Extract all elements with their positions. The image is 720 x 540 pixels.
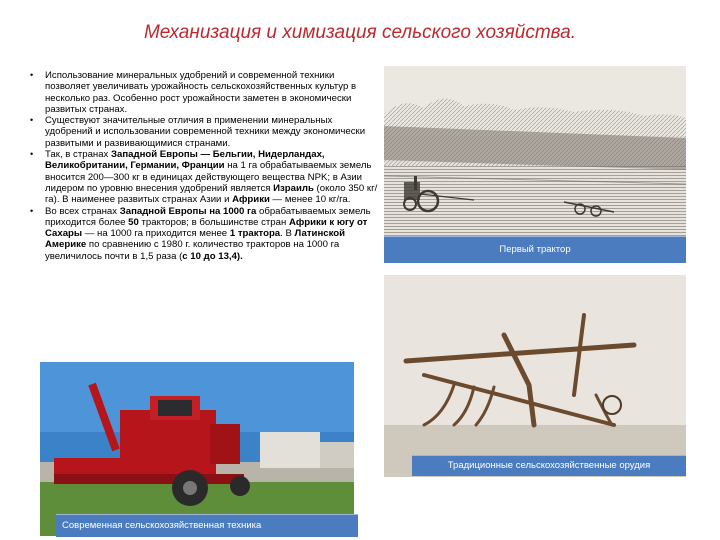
- bullet-item: • Во всех странах Западной Европы на 1000 га обрабатываемых земель приходится более 50 тракторов; в большинстве стран Африки к югу от Сахары — на 1000 га приходится менее 1 трактора. В Латинской Америке по сравнению с 1980 г. количество тракторов на 1000 га увеличилось почти в 1,5 раза (с 10 до 13,4).: [30, 206, 380, 262]
- modern-machinery-caption: Современная сельскохозяйственная техника: [56, 514, 358, 537]
- slide-title: Механизация и химизация сельского хозяйства.: [143, 22, 577, 43]
- bullet-item: • Так, в странах Западной Европы — Бельгии, Нидерландах, Великобритании, Германии, Франции на 1 га обрабатываемых земель вносится 200—300 кг в единицах действующего вещества NPK; в Азии лидером по уровню внесения удобрений является Израиль (около 350 кг/га). В наименее развитых странах Азии и Африки — менее 10 кг/га.: [30, 149, 380, 205]
- modern-machinery-image: [40, 362, 354, 536]
- bullet-list: [30, 70, 380, 262]
- traditional-tools-image: [384, 275, 686, 477]
- first-tractor-image: [384, 66, 686, 262]
- first-tractor-caption: Первый трактор: [384, 236, 686, 263]
- bullet-item: • Использование минеральных удобрений и современной техники позволяет увеличивать урожайность сельскохозяйственных культур в несколько раз. Особенно рост урожайности заметен в экономически развитых странах.: [30, 70, 380, 115]
- bullet-item: • Существуют значительные отличия в применении минеральных удобрений и использовании современной техники между экономически развитыми и развивающимися странами.: [30, 115, 380, 149]
- traditional-tools-caption: Традиционные сельскохозяйственные орудия: [412, 455, 686, 476]
